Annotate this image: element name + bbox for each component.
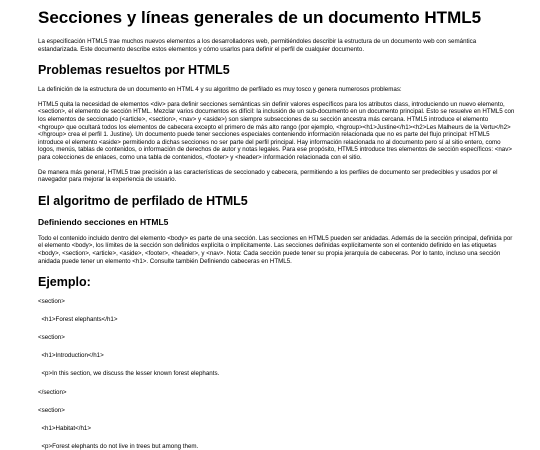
algorithm-paragraph: Todo el contenido incluido dentro del elemento <body> es parte de una sección. Las secciones en HTML5 pueden ser anidadas. Además de la sección principal, definida por el elemento <body>, los límites de la sección son definidos explícita o implícitamente. Las secciones definidas explícitamente son el contenido definido en las etiquetas <body>, <section>, <article>, <aside>, <footer>, <header>, y <nav>. Nota: Cada sección puede tener su propia jerarquía de cabeceras. Por lo tanto, incluso una sección anidada puede tener un elemento <h1>. Consulte también Definiendo cabeceras en HTML5. [38, 234, 513, 265]
page-title: Secciones y líneas generales de un documento HTML5 [38, 8, 482, 27]
code-line: <section> [38, 298, 65, 306]
code-line: <h1>Introduction</h1> [38, 352, 104, 360]
intro-paragraph: La especificación HTML5 trae muchos nuevos elementos a los desarrolladores web, permitiéndoles describir la estructura de un documento web con semántica estandarizada. Este documento describe estos elementos y cómo usarlos para definir el perfil de cualquier documento. [38, 38, 477, 53]
example-code-block [38, 298, 516, 450]
code-line: <section> [38, 406, 65, 414]
code-line: <h1>Habitat</h1> [38, 424, 91, 432]
subheading-defining-sections: Definiendo secciones en HTML5 [38, 216, 169, 227]
code-line: <h1>Forest elephants</h1> [38, 316, 118, 324]
problems-paragraph-2: HTML5 quita la necesidad de elementos <div> para definir secciones semánticas sin definir valores específicos para los atributos class, introduciendo un nuevo elemento, <section>, el elemento de sección HTML. Mezclar varios documentos es difícil: la inclusión de un sub-documento en un documento principal. Esto se resuelve en HTML5 con los elementos de seccionado (<article>, <section>, <nav> y <aside>) son siempre subsecciones de su sección ancestra más cercana. HTML5 introduce el elemento <hgroup> que ocultará todos los elementos de cabecera excepto el primero de más alto rango (por ejemplo, <hgroup><h1>Justine</h1><h2>Les Malheurs de la Vertu</h2></hgroup> crea el perfil 1. Justine). Un documento puede tener secciones especiales conteniendo información relacionada que no es parte del flujo principal: HTML5 introduce el elemento <aside> permitiendo a dichas secciones no ser parte del perfil principal. Hay información relacionada no al documento pero sí al sitio entero, como logos, menús, tablas de contenidos, o información de derechos de autor y notas legales. Para ese propósito, HTML5 introduce tres elementos de sección específicos: <nav> para colecciones de enlaces, como una tabla de contenidos, <footer> y <header> información relacionada con el sitio. [38, 100, 515, 161]
code-line: </section> [38, 388, 67, 396]
section-heading-algorithm: El algoritmo de perfilado de HTML5 [38, 193, 248, 208]
section-heading-problems: Problemas resueltos por HTML5 [38, 63, 230, 78]
code-line: <p>In this section, we discuss the lesser known forest elephants. [38, 370, 220, 378]
problems-paragraph-1: La definición de la estructura de un documento en HTML 4 y su algoritmo de perfilado es muy tosco y genera numerosos problemas: [38, 86, 402, 94]
code-line: <section> [38, 334, 65, 342]
example-heading: Ejemplo: [38, 275, 91, 290]
problems-paragraph-3: De manera más general, HTML5 trae precisión a las características de seccionado y cabecera, permitiendo a los perfiles de documento ser predecibles y usados por el navegador para mejorar la experiencia de usuario. [38, 168, 498, 184]
code-line: <p>Forest elephants do not live in trees but among them. [38, 442, 199, 450]
